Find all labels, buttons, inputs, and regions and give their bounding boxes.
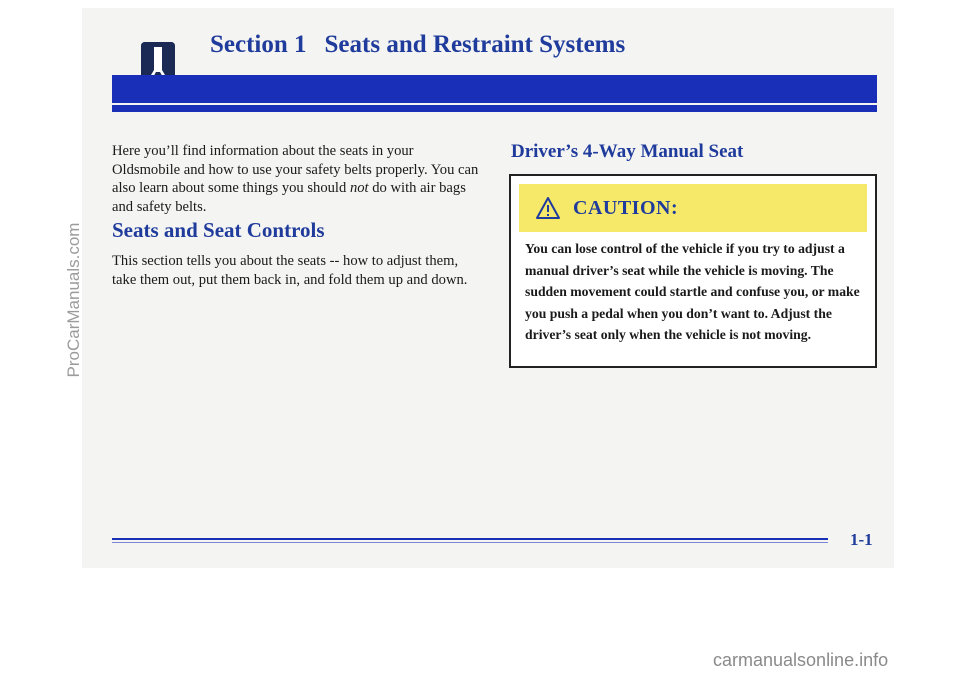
side-watermark: ProCarManuals.com (64, 222, 83, 378)
driver-seat-heading: Driver’s 4-Way Manual Seat (511, 141, 744, 162)
footer-rule (112, 538, 828, 540)
page-number: 1-1 (850, 530, 873, 549)
section-name: Seats and Restraint Systems (324, 31, 626, 58)
warning-triangle-icon (535, 196, 561, 225)
intro-text: Here you’ll find information about the seats in your Oldsmobile and how to use your safety belts properly. You can also learn about some things you should (112, 143, 479, 196)
intro-paragraph (112, 142, 482, 216)
caution-box (509, 174, 877, 368)
seats-controls-paragraph: This section tells you about the seats -- how to adjust them, take them out, put them back in, and fold them up and down. (112, 253, 468, 288)
section-title (210, 31, 625, 59)
bottom-watermark: carmanualsonline.info (713, 650, 889, 670)
intro-text-end: do with air bags and safety belts. (112, 180, 466, 215)
seats-controls-heading: Seats and Seat Controls (112, 218, 325, 242)
banner-divider (112, 105, 877, 112)
caution-text: You can lose control of the vehicle if you try to adjust a manual driver’s seat while the vehicle is moving. The sudden movement could startle and confuse you, or make you push a pedal when you don’t want to. Adjust the driver’s seat only when the vehicle is not moving. (525, 241, 860, 342)
intro-emphasis: not (349, 180, 369, 196)
section-banner (112, 75, 877, 103)
caution-label: CAUTION: (573, 197, 679, 219)
footer-rule-thin (112, 542, 828, 543)
section-number: Section 1 (210, 31, 307, 58)
caution-header (519, 184, 867, 232)
